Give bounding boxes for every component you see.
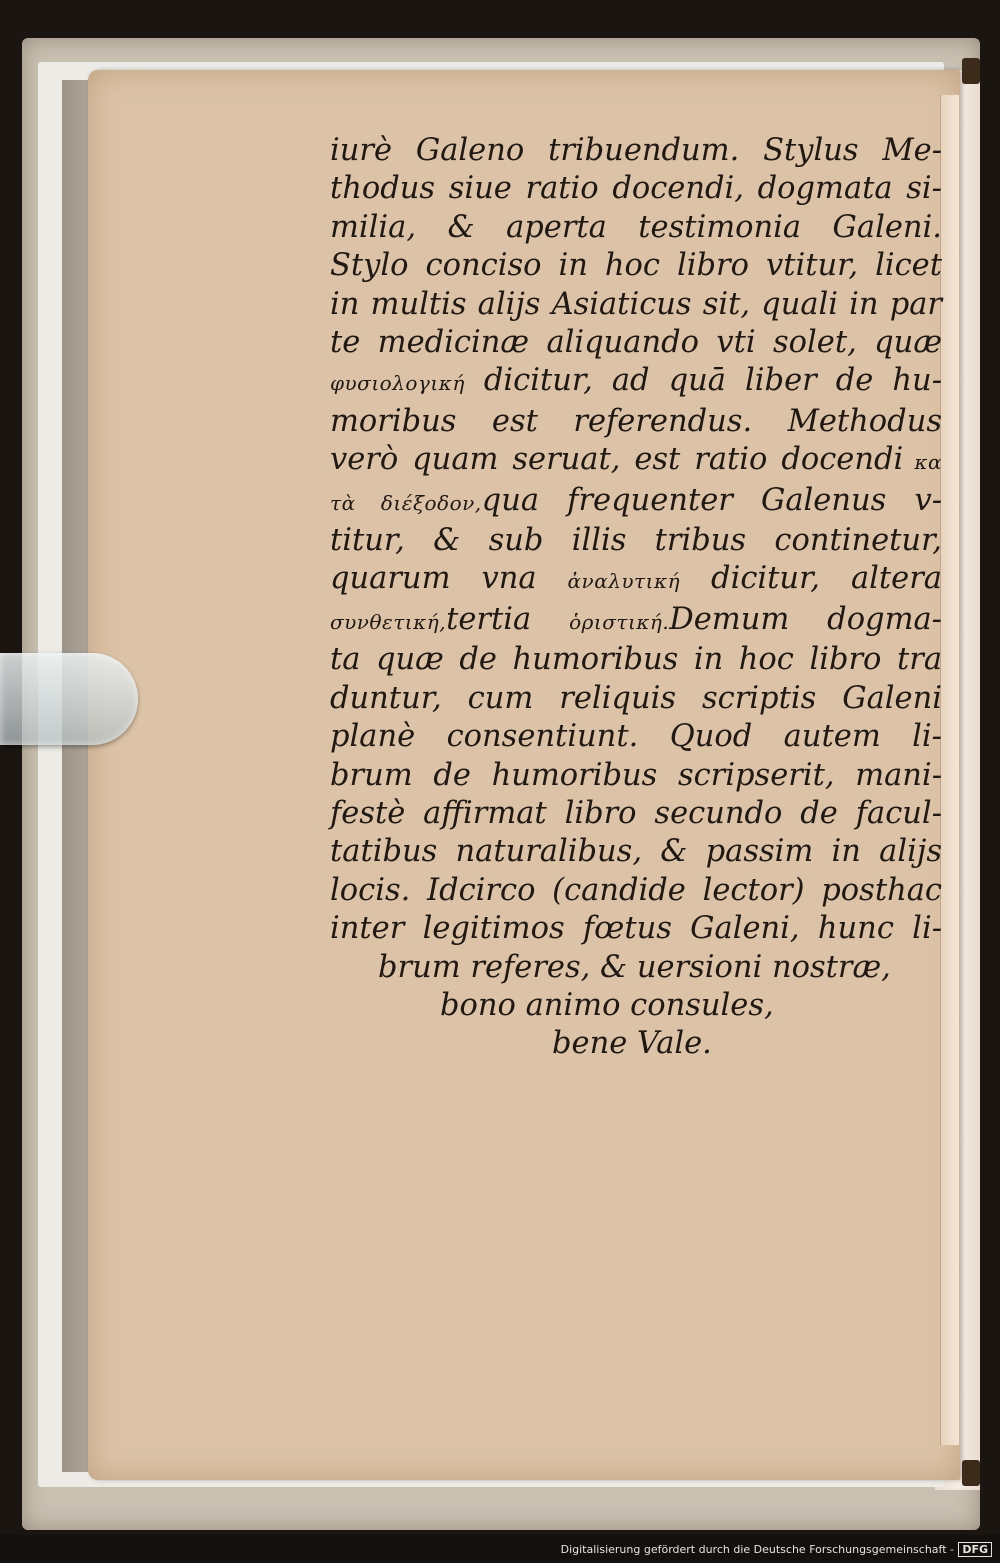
text-line: festè affirmat libro secundo de facul- <box>330 795 942 831</box>
text-line: in multis alijs Asiaticus sit, quali in par <box>330 286 942 322</box>
ribbon-marker-top <box>962 58 980 84</box>
page-clip <box>0 653 138 745</box>
footer-bar <box>0 1535 1000 1563</box>
latin-text: qua frequenter Galenus v- <box>481 482 942 518</box>
greek-word: ὁριστική. <box>569 609 670 634</box>
funding-credit: Digitalisierung gefördert durch die Deutsche Forschungsgemeinschaft - <box>560 1543 954 1556</box>
latin-text: dicitur, altera <box>680 561 942 597</box>
text-line: milia, & aperta testimonia Galeni. <box>330 209 942 245</box>
text-line <box>330 362 942 402</box>
text-line <box>330 441 942 481</box>
closing-line: brum referes, & uersioni nostræ, <box>378 949 891 985</box>
text-line: te medicinæ aliquando vti solet, quæ <box>330 325 942 361</box>
text-line: iurè Galeno tribuendum. Stylus Me- <box>330 133 942 168</box>
greek-word: τὰ διέξοδον, <box>330 490 482 515</box>
page-edge <box>940 95 959 1445</box>
page-text <box>330 132 942 1064</box>
greek-word: συνθετική, <box>330 609 447 634</box>
latin-text: quarum vna <box>330 561 568 597</box>
text-line: tatibus naturalibus, & passim in alijs <box>330 834 942 870</box>
text-line: planè consentiunt. Quod autem li- <box>330 719 942 755</box>
text-line: moribus est referendus. Methodus <box>330 403 942 439</box>
text-line <box>330 601 942 641</box>
latin-text: tertia <box>446 601 570 637</box>
greek-word: ἀναλυτική <box>567 569 681 594</box>
text-line: ta quæ de humoribus in hoc libro tra <box>330 642 942 678</box>
greek-word: φυσιολογική <box>330 371 465 396</box>
dfg-logo: DFG <box>958 1542 992 1557</box>
latin-text: dicitur, ad quā liber de hu- <box>464 363 942 399</box>
text-line <box>330 560 942 600</box>
closing-line: bene Vale. <box>552 1026 712 1062</box>
text-line: duntur, cum reliquis scriptis Galeni <box>330 680 942 716</box>
latin-text: verò quam seruat, est ratio docendi <box>330 442 904 478</box>
latin-text: Demum dogma- <box>669 601 942 637</box>
closing-line: bono animo consules, <box>440 987 774 1023</box>
text-line: locis. Idcirco (candide lector) posthac <box>330 872 942 908</box>
ribbon-marker-bottom <box>962 1460 980 1486</box>
text-line: brum de humoribus scripserit, mani- <box>330 757 942 793</box>
text-line: thodus siue ratio docendi, dogmata si- <box>330 171 942 207</box>
text-line: inter legitimos fœtus Galeni, hunc li- <box>330 911 942 947</box>
text-line <box>330 482 942 522</box>
text-line: Stylo conciso in hoc libro vtitur, licet <box>330 248 942 284</box>
text-line: titur, & sub illis tribus continetur, <box>330 523 942 559</box>
greek-word: κα <box>903 450 942 475</box>
